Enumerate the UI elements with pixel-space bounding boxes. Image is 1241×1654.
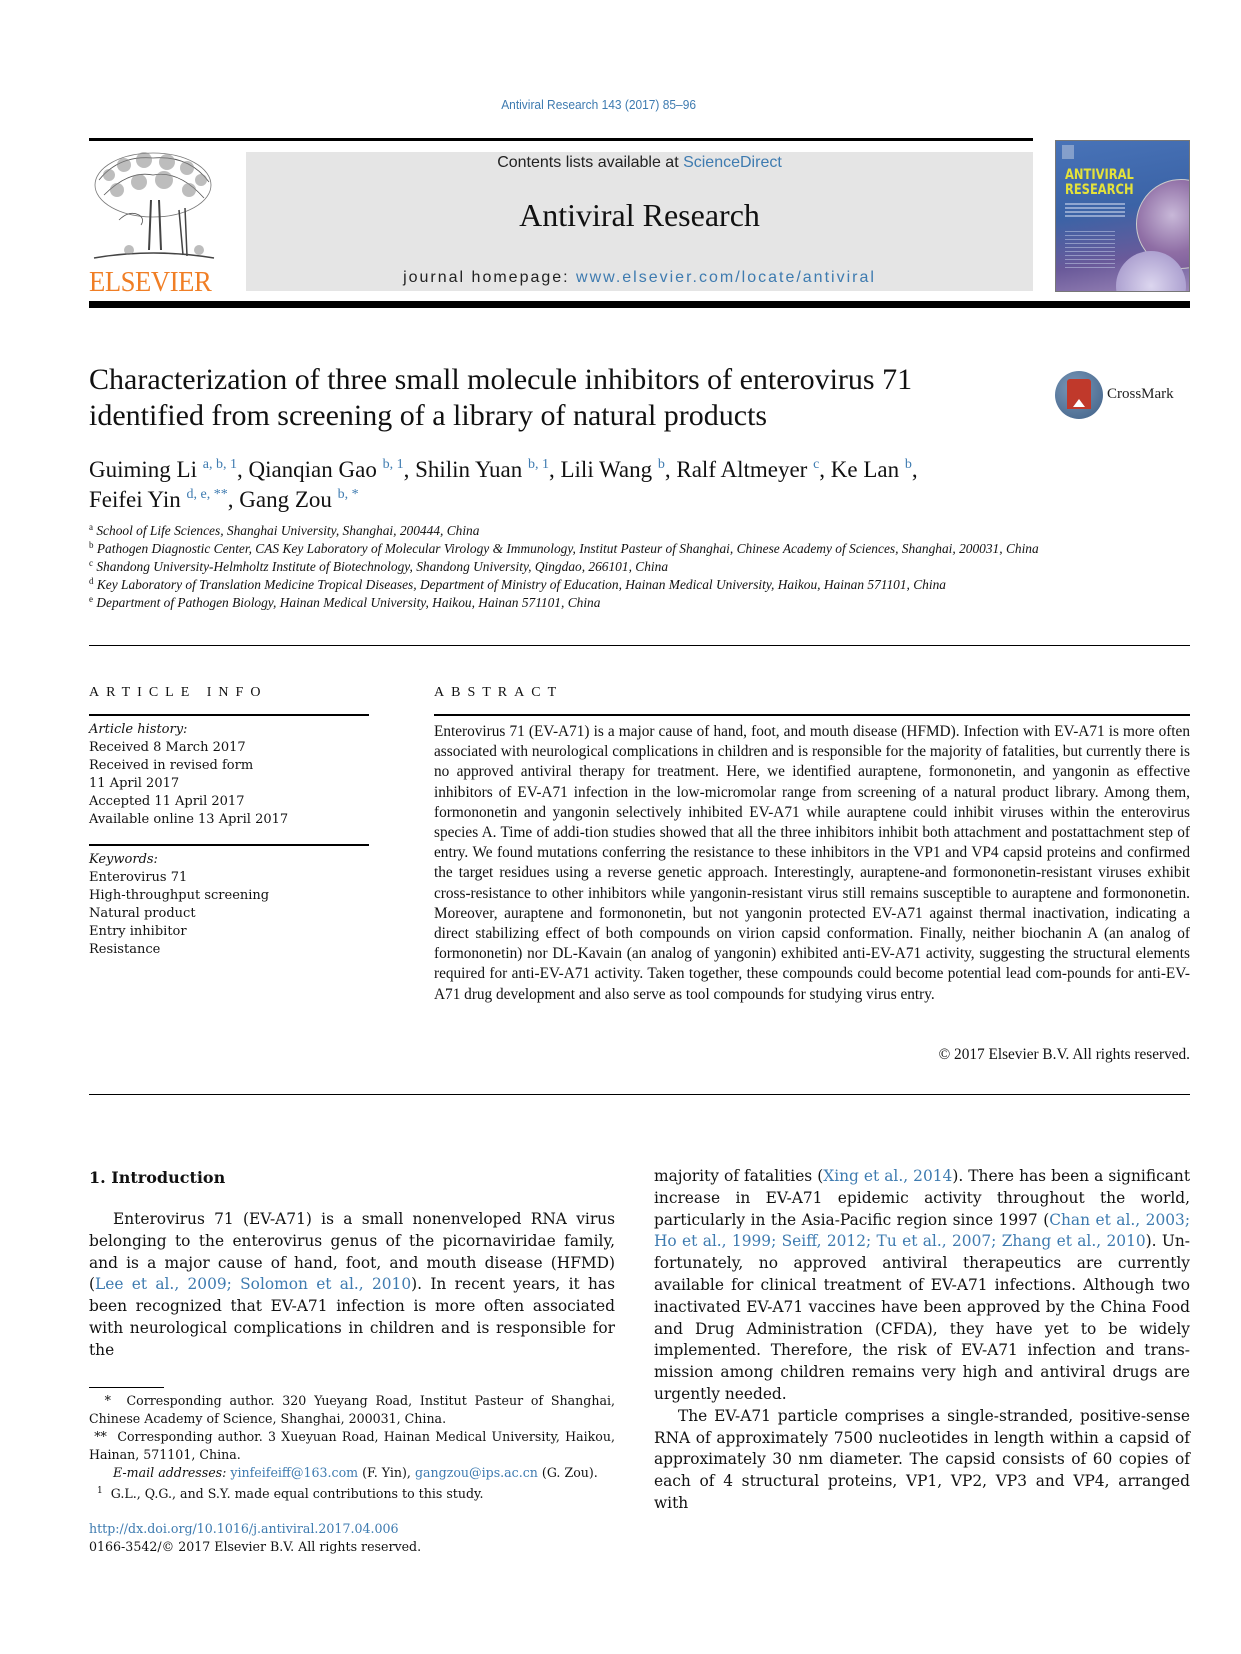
history-item: Available online 13 April 2017 bbox=[89, 812, 289, 827]
author-affiliation-link: b, 1 bbox=[527, 457, 549, 472]
title-line-2: identified from screening of a library of natural products bbox=[89, 399, 768, 432]
cover-editors-list bbox=[1065, 231, 1115, 271]
footnote-separator bbox=[89, 1387, 164, 1388]
author-list: Guiming Li $^{a, b, 1}$, Qianqian Gao $^{b, 1}$, Shilin Yuan $^{b, 1}$, Lili Wang $^b$, Ralf Altmeyer $^c$, Ke Lan $^b$, Feifei Yin $^{d, e, **}$, Gang Zou $^{b, *}$ bbox=[89, 457, 918, 512]
cover-subtitle bbox=[1065, 203, 1125, 217]
homepage-line bbox=[246, 269, 1033, 287]
masthead-top-rule bbox=[89, 138, 1033, 141]
author[interactable]: Feifei Yin $^{d, e, **}$ bbox=[89, 487, 228, 512]
abstract-rule bbox=[434, 714, 1190, 716]
crossmark-icon bbox=[1055, 371, 1103, 419]
journal-title: Antiviral Research bbox=[519, 197, 760, 233]
journal-citation-header[interactable]: Antiviral Research 143 (2017) 85–96 bbox=[501, 97, 697, 112]
masthead-bottom-rule bbox=[89, 301, 1190, 308]
affiliation-item: $^a$ School of Life Sciences, Shanghai University, Shanghai, 200444, China bbox=[89, 522, 480, 538]
doi-block bbox=[89, 1520, 421, 1556]
keyword-item: High-throughput screening bbox=[89, 888, 270, 903]
article-title bbox=[89, 362, 1049, 434]
author[interactable]: Qianqian Gao $^{b, 1}$ bbox=[248, 457, 404, 482]
doi-link[interactable]: http://dx.doi.org/10.1016/j.antiviral.2017.04.006 bbox=[89, 1521, 399, 1536]
article-history-label: Article history: bbox=[89, 722, 188, 737]
journal-cover-image[interactable] bbox=[1055, 140, 1190, 292]
author[interactable]: Gang Zou $^{b, *}$ bbox=[239, 487, 359, 512]
keyword-item: Resistance bbox=[89, 942, 161, 957]
author-affiliation-link: b bbox=[904, 457, 912, 472]
title-line-1: Characterization of three small molecule inhibitors of enterovirus 71 bbox=[89, 363, 913, 396]
cover-publisher-icon bbox=[1062, 145, 1074, 159]
author-affiliation-link: d, e, ** bbox=[186, 487, 228, 502]
contents-prefix: Contents lists available at bbox=[497, 154, 684, 171]
journal-banner bbox=[246, 152, 1033, 291]
affiliations bbox=[89, 522, 1119, 612]
history-item: 11 April 2017 bbox=[89, 776, 180, 791]
crossmark-label: CrossMark bbox=[1107, 386, 1174, 402]
author-affiliation-link: c bbox=[813, 457, 820, 472]
keyword-item: Enterovirus 71 bbox=[89, 870, 188, 885]
body-left-column bbox=[89, 1209, 615, 1362]
author[interactable]: Shilin Yuan $^{b, 1}$ bbox=[415, 457, 549, 482]
publisher-name: ELSEVIER bbox=[89, 266, 212, 298]
author-affiliation-link: a, b, 1 bbox=[202, 457, 237, 472]
abstract-text: Enterovirus 71 (EV-A71) is a major cause of hand, foot, and mouth disease (HFMD). Infection with EV-A71 is more often associated with neurological complications in children and is responsible for the majority of fatalities, but currently there is no approved antiviral therapy for treatment. Here, we identified auraptene, formononetin, and yangonin as effective inhibitors of EV-A71 infection in the low-micromolar range from screening of a natural product library. Among them, formononetin and yangonin selectively inhibited EV-A71 while auraptene could inhibit viruses within the enterovirus species A. Time of addi-tion studies showed that all the three inhibitors inhibit both attachment and postattachment step of entry. We found mutations conferring the resistance to these inhibitors in the VP1 and VP4 capsid proteins and confirmed the target residues using a reverse genetic approach. Interestingly, auraptene-and formononetin-resistant viruses exhibit cross-resistance to other inhibitors while yangonin-resistant virus still remains susceptible to auraptene and formononetin. Moreover, auraptene and formononetin, but not yangonin protected EV-A71 against thermal inactivation, indicating a direct stabilizing effect of both compounds on virion capsid conformation. Finally, neither biochanin A (an analog of formononetin) nor DL-Kavain (an analog of yangonin) exhibited anti-EV-A71 activity, suggesting the structural elements required for anti-EV-A71 activity. Taken together, these compounds could become potential lead com-pounds for anti-EV-A71 drug development and also serve as tool compounds for studying virus entry. bbox=[434, 723, 1190, 1003]
article-history bbox=[89, 721, 369, 829]
email-link[interactable]: gangzou@ips.ac.cn bbox=[414, 1465, 538, 1480]
footnotes bbox=[89, 1392, 620, 1503]
history-item: Received 8 March 2017 bbox=[89, 740, 246, 755]
corresponding-author-note: * Corresponding author. 320 Yueyang Road, Institut Pasteur of Shanghai, Chinese Academy of Science, Shanghai, 200031, China. bbox=[89, 1393, 620, 1426]
abstract-heading: ABSTRACT bbox=[434, 685, 564, 700]
journal-homepage-link[interactable]: www.elsevier.com/locate/antiviral bbox=[576, 269, 876, 286]
elsevier-logo[interactable] bbox=[89, 150, 219, 298]
article-info-heading: ARTICLE INFO bbox=[89, 685, 268, 700]
equal-contribution-note: $^1$ G.L., Q.G., and S.Y. made equal contributions to this study. bbox=[97, 1486, 484, 1502]
elsevier-tree-icon bbox=[89, 150, 217, 268]
intro-paragraph: Enterovirus 71 (EV-A71) is a small nonenveloped RNA virus belonging to the enterovirus genus of the picornaviridae family, and is a major cause of hand, foot, and mouth disease (HFMD) (Lee et al., 2009; Solomon et al., 2010). In recent years, it has been recognized that EV-A71 infection is more often associated with neurological complications in children and is responsible for the bbox=[89, 1210, 615, 1359]
keywords-label: Keywords: bbox=[89, 852, 158, 867]
history-item: Accepted 11 April 2017 bbox=[89, 794, 245, 809]
email-addresses: E-mail addresses: yinfeifeiff@163.com (F. Yin), gangzou@ips.ac.cn (G. Zou). bbox=[113, 1465, 598, 1480]
intro-paragraph: The EV-A71 particle comprises a single-stranded, positive-sense RNA of approximately 7500 nucleotides in length within a capsid of approximately 30 nm diameter. The capsid consists of 60 copies of each of 4 structural proteins, VP1, VP2, VP3 and VP4, arranged with bbox=[654, 1406, 1190, 1512]
author[interactable]: Lili Wang $^b$ bbox=[560, 457, 665, 482]
citation-link[interactable]: Chan et al., 2003; Ho et al., 1999; Seiff, 2012; Tu et al., 2007; Zhang et al., 2010 bbox=[654, 1210, 1191, 1251]
email-link[interactable]: yinfeifeiff@163.com bbox=[230, 1465, 359, 1480]
crossmark-button[interactable] bbox=[1055, 371, 1195, 421]
affiliation-item: $^c$ Shandong University-Helmholtz Institute of Biotechnology, Shandong University, Qingdao, 266101, China bbox=[89, 558, 669, 574]
corresponding-author-note: ** Corresponding author. 3 Xueyuan Road, Hainan Medical University, Haikou, Hainan, 571101, China. bbox=[89, 1429, 620, 1462]
keyword-item: Natural product bbox=[89, 906, 196, 921]
author[interactable]: Ralf Altmeyer $^c$ bbox=[676, 457, 820, 482]
author[interactable]: Guiming Li $^{a, b, 1}$ bbox=[89, 457, 237, 482]
intro-paragraph-continued: majority of fatalities (Xing et al., 2014). There has been a significant increase in EV-A71 epidemic activity throughout the world, particularly in the Asia-Pacific region since 1997 (Chan et al., 2003; Ho et al., 1999; Seiff, 2012; Tu et al., 2007; Zhang et al., 2010). Un-fortunately, no approved antiviral therapeutics are currently available for clinical treatment of EV-A71 infections. Although two inactivated EV-A71 vaccines have been approved by the China Food and Drug Administration (CFDA), they have yet to be widely implemented. Therefore, the risk of EV-A71 infection and trans-mission among children remains very high and antiviral drugs are urgently needed. bbox=[654, 1167, 1191, 1403]
affiliations-divider bbox=[89, 645, 1190, 646]
author-affiliation-link: b, * bbox=[337, 487, 359, 502]
affiliation-item: $^e$ Department of Pathogen Biology, Hainan Medical University, Haikou, Hainan 571101, China bbox=[89, 594, 601, 610]
keywords-rule bbox=[89, 844, 369, 846]
abstract-bottom-divider bbox=[89, 1094, 1190, 1095]
introduction-heading: 1. Introduction bbox=[89, 1168, 226, 1187]
affiliation-item: $^d$ Key Laboratory of Translation Medicine Tropical Diseases, Department of Ministry of Education, Hainan Medical University, Haikou, Hainan 571101, China bbox=[89, 576, 946, 592]
contents-line bbox=[246, 154, 1033, 172]
history-item: Received in revised form bbox=[89, 758, 254, 773]
author[interactable]: Ke Lan $^b$ bbox=[830, 457, 912, 482]
body-right-column bbox=[654, 1166, 1190, 1515]
affiliation-item: $^b$ Pathogen Diagnostic Center, CAS Key Laboratory of Molecular Virology & Immunology, Institut Pasteur of Shanghai, Chinese Academy of Sciences, Shanghai, 200031, China bbox=[89, 540, 1039, 556]
citation-link[interactable]: Lee et al., 2009; Solomon et al., 2010 bbox=[95, 1275, 412, 1294]
sciencedirect-link[interactable]: ScienceDirect bbox=[683, 154, 782, 171]
author-affiliation-link: b, 1 bbox=[382, 457, 404, 472]
citation-link[interactable]: Xing et al., 2014 bbox=[823, 1167, 953, 1185]
homepage-prefix: journal homepage: bbox=[403, 269, 577, 286]
article-info-rule bbox=[89, 714, 369, 716]
abstract-copyright: © 2017 Elsevier B.V. All rights reserved. bbox=[938, 1046, 1190, 1063]
keywords bbox=[89, 851, 369, 959]
cover-title: ANTIVIRAL RESEARCH bbox=[1065, 167, 1134, 198]
author-affiliation-link: b bbox=[657, 457, 665, 472]
issn-line: 0166-3542/© 2017 Elsevier B.V. All rights reserved. bbox=[89, 1539, 422, 1554]
keyword-item: Entry inhibitor bbox=[89, 924, 187, 939]
